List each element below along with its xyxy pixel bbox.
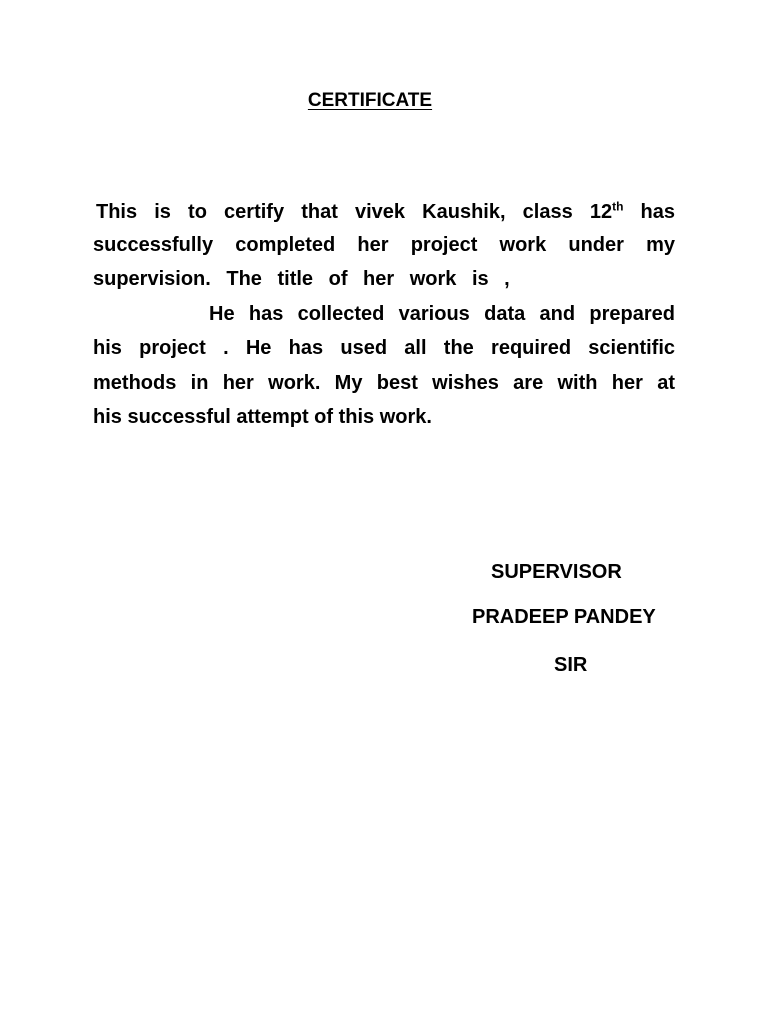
ordinal-suffix: th xyxy=(612,199,624,214)
body-line-1-end: has xyxy=(623,201,675,223)
body-line-4: He has collected various data and prepared xyxy=(209,303,675,325)
body-line-6: methods in her work. My best wishes are with her at xyxy=(93,372,675,394)
body-line-1 xyxy=(96,197,675,227)
body-line-1-text: This is to certify that vivek Kaushik, class 12 xyxy=(96,201,613,223)
certificate-title: CERTIFICATE xyxy=(307,90,433,111)
signature-name: PRADEEP PANDEY xyxy=(472,606,656,628)
body-line-2: successfully completed her project work under my xyxy=(93,234,675,256)
body-line-7: his successful attempt of this work. xyxy=(93,406,432,428)
body-line-3: supervision. The title of her work is , xyxy=(93,268,510,290)
body-line-5: his project . He has used all the required scientific xyxy=(93,337,675,359)
signature-honorific: SIR xyxy=(554,654,588,676)
signature-role: SUPERVISOR xyxy=(491,561,622,583)
